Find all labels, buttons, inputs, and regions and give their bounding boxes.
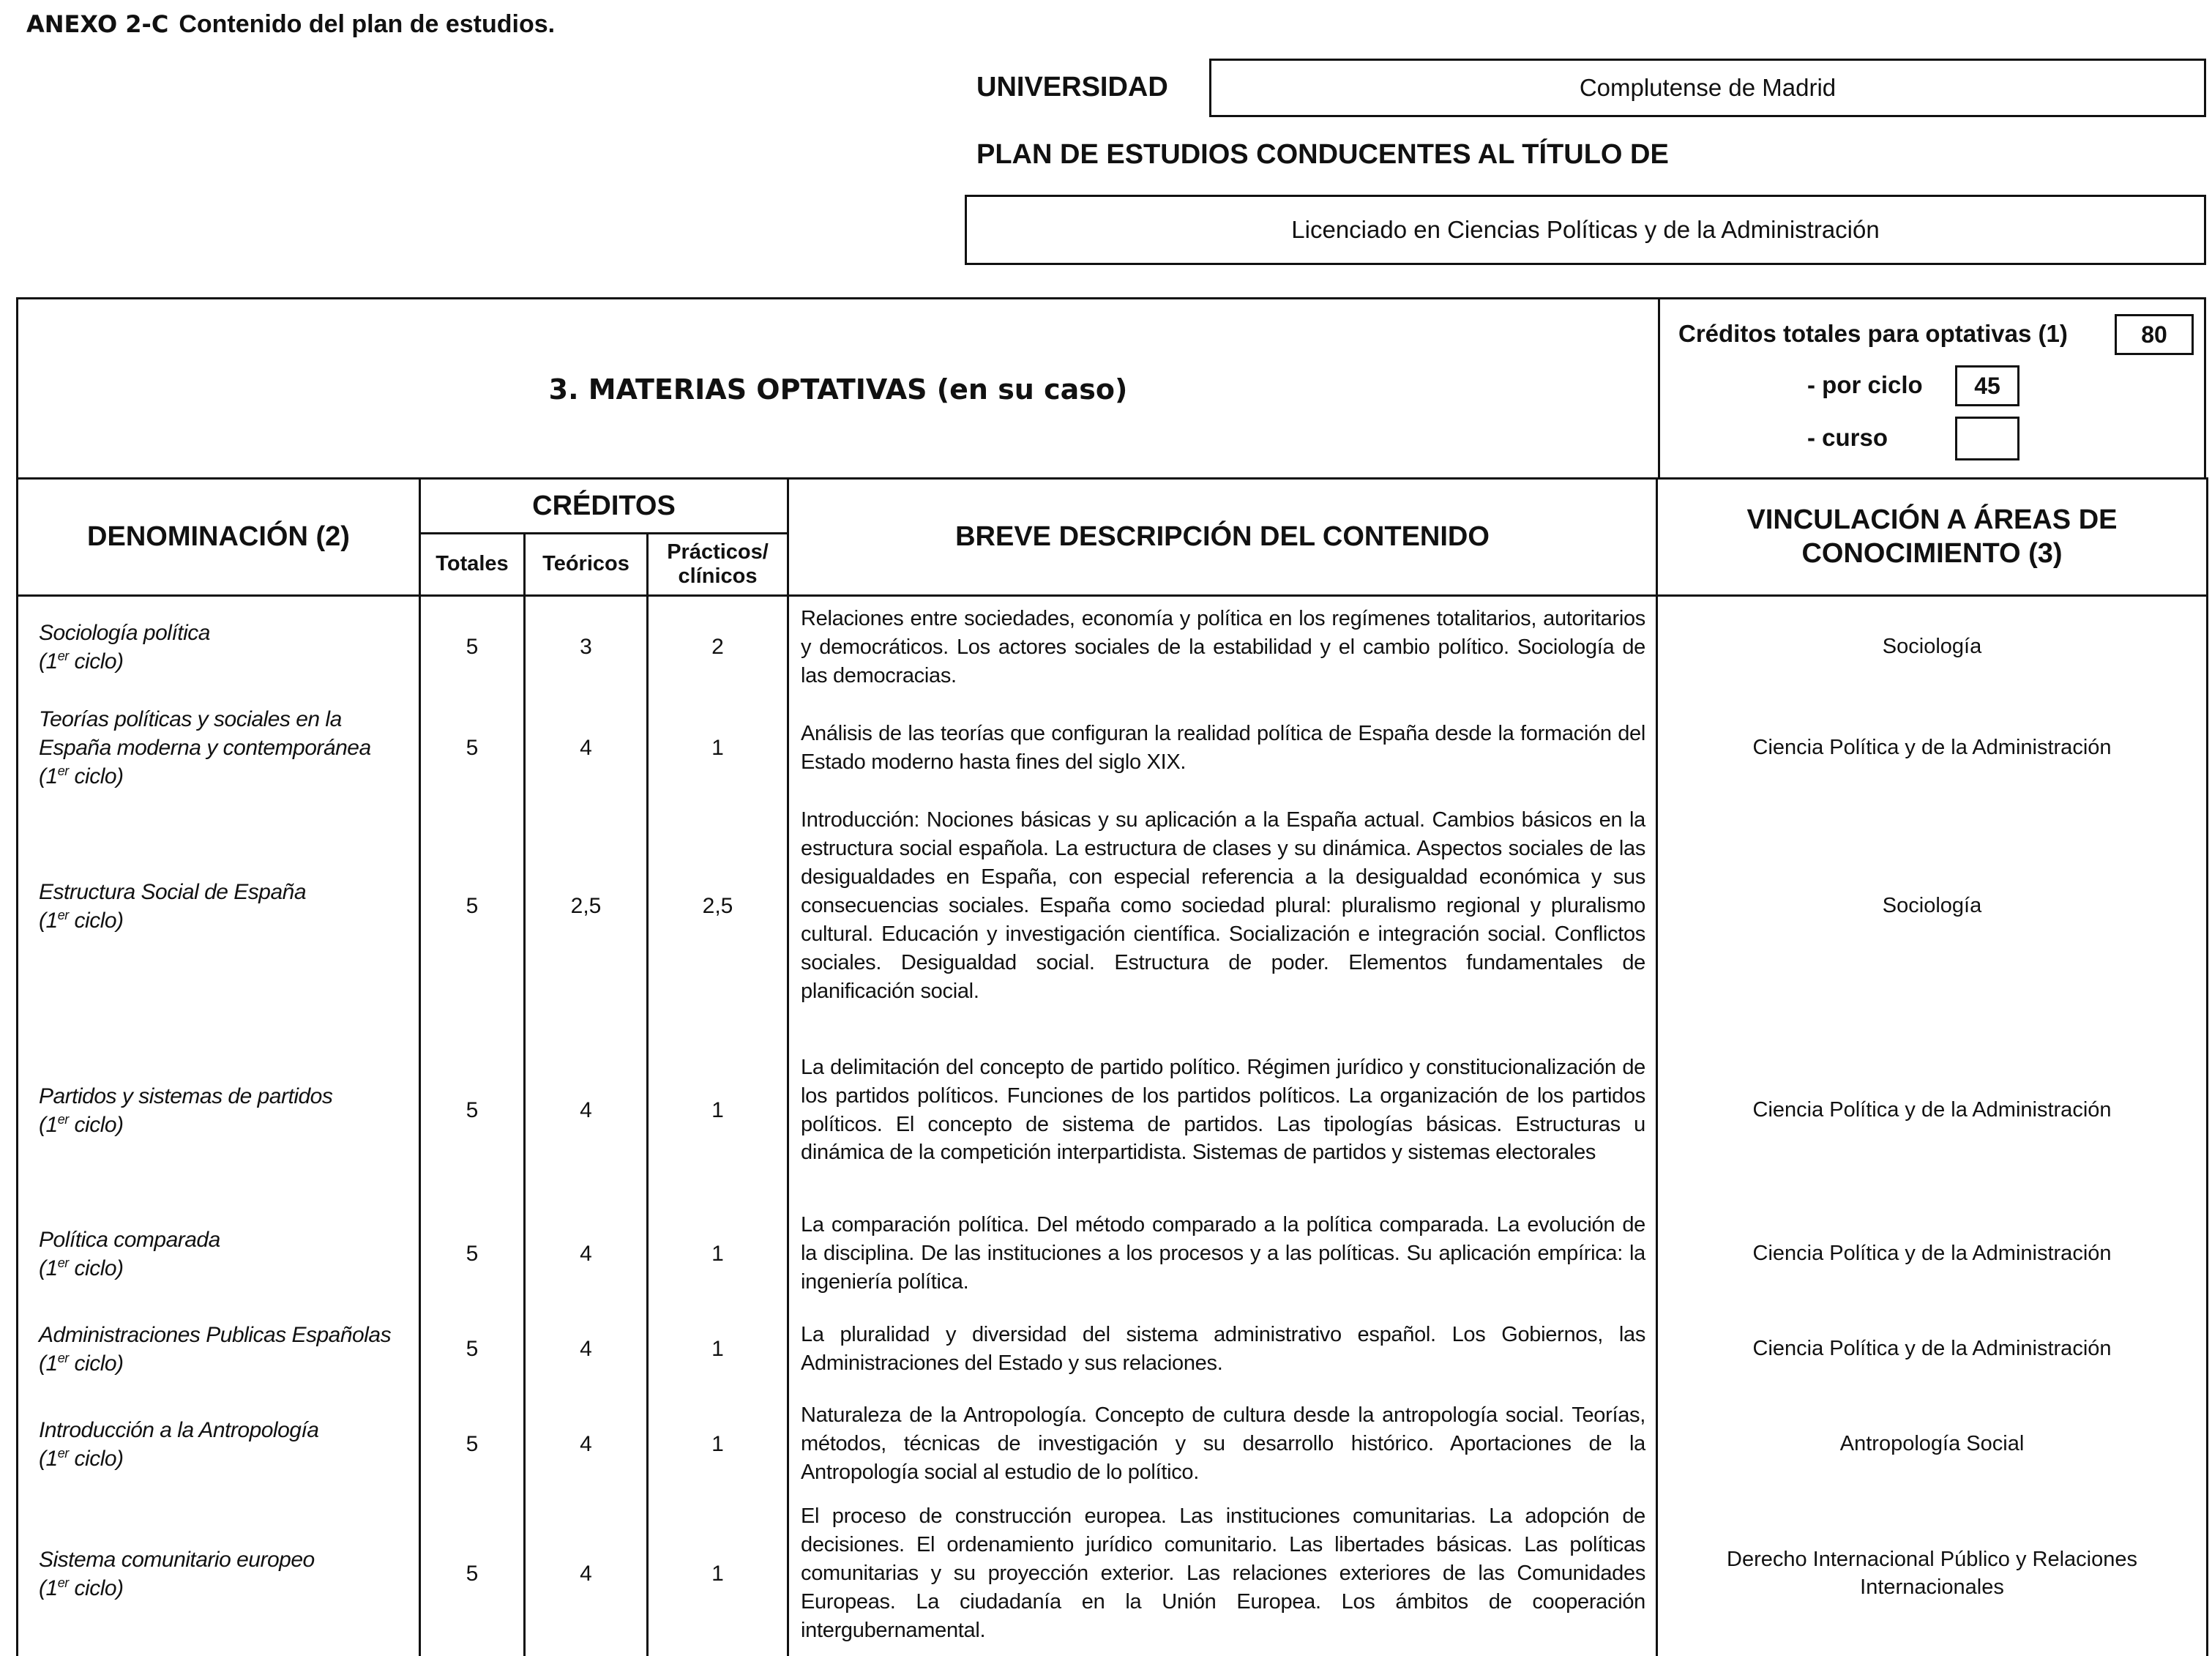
creditos-practicos: 1 — [648, 1206, 788, 1302]
materia-ciclo: (1er ciclo) — [39, 764, 124, 788]
annex-tag: ANEXO 2-C — [26, 10, 169, 38]
creditos-total-label: Créditos totales para optativas (1) — [1678, 320, 2068, 347]
area-conocimiento: Derecho Internacional Público y Relaciones Internacionales — [1657, 1492, 2208, 1656]
area-conocimiento: Antropología Social — [1657, 1397, 2208, 1492]
materia-ciclo: (1er ciclo) — [39, 907, 124, 933]
creditos-totales: 5 — [420, 798, 525, 1015]
table-row — [18, 698, 2208, 798]
table-row — [18, 1206, 2208, 1302]
ciclo-word: ciclo) — [74, 908, 124, 933]
ciclo-number: 1 — [45, 649, 58, 674]
materia-descripcion: La pluralidad y diversidad del sistema administrativo español. Los Gobiernos, las Administraciones del Estado y sus relaciones. — [788, 1302, 1657, 1397]
materia-name — [18, 1492, 420, 1656]
materias-table — [16, 477, 2208, 1656]
area-conocimiento: Ciencia Política y de la Administración — [1657, 698, 2208, 798]
ciclo-word: ciclo) — [74, 1351, 124, 1376]
materia-title: Teorías políticas y sociales en la España moderna y contemporánea — [39, 707, 371, 760]
materia-descripcion: Relaciones entre sociedades, economía y política en los regímenes totalitarios, autoritarios y democráticos. Los actores sociales de la estabilidad y el cambio político. Sociología de las democracias. — [788, 596, 1657, 698]
creditos-teoricos: 4 — [525, 1015, 648, 1206]
creditos-totales: 5 — [420, 1397, 525, 1492]
ciclo-number: 1 — [45, 1575, 58, 1600]
universidad-field — [1209, 59, 2206, 117]
header-vinculacion-line2: CONOCIMIENTO (3) — [1801, 537, 2063, 569]
table-body — [18, 596, 2208, 1656]
creditos-teoricos: 4 — [525, 1302, 648, 1397]
materia-title: Sociología política — [39, 621, 210, 646]
universidad-label: UNIVERSIDAD — [976, 72, 1168, 102]
materia-name — [18, 798, 420, 1015]
area-conocimiento: Sociología — [1657, 596, 2208, 698]
creditos-practicos: 1 — [648, 1015, 788, 1206]
ciclo-word: ciclo) — [74, 649, 124, 674]
creditos-practicos: 1 — [648, 698, 788, 798]
materia-title: Introducción a la Antropología — [39, 1417, 319, 1442]
creditos-totales: 5 — [420, 596, 525, 698]
header-practicos-line1: Prácticos/ — [667, 540, 769, 564]
annex-heading — [26, 10, 555, 39]
table-row — [18, 1015, 2208, 1206]
area-conocimiento: Sociología — [1657, 798, 2208, 1015]
creditos-totales: 5 — [420, 1206, 525, 1302]
materia-title: Partidos y sistemas de partidos — [39, 1084, 333, 1108]
ciclo-ordinal: er — [57, 907, 69, 922]
curso-box — [1955, 417, 2019, 460]
materia-title: Estructura Social de España — [39, 879, 307, 904]
header-descripcion: BREVE DESCRIPCIÓN DEL CONTENIDO — [788, 479, 1657, 596]
header-vinculacion-line1: VINCULACIÓN A ÁREAS DE — [1746, 504, 2118, 535]
materia-name — [18, 1397, 420, 1492]
ciclo-ordinal: er — [57, 1111, 69, 1127]
header-denominacion: DENOMINACIÓN (2) — [18, 479, 420, 596]
curso-label: - curso — [1807, 424, 1888, 451]
materia-ciclo: (1er ciclo) — [39, 1350, 124, 1376]
por-ciclo-value: 45 — [1974, 372, 2000, 399]
materias-optativas-form — [16, 297, 2206, 1644]
ciclo-ordinal: er — [57, 1445, 69, 1461]
ciclo-word: ciclo) — [74, 1112, 124, 1137]
ciclo-word: ciclo) — [74, 764, 124, 788]
creditos-totales: 5 — [420, 1302, 525, 1397]
materia-descripcion: Naturaleza de la Antropología. Concepto de cultura desde la antropología social. Teorías, métodos, técnicas de investigación y su desarrollo histórico. Aportaciones de la Antropología social al estudio de lo político. — [788, 1397, 1657, 1492]
ciclo-word: ciclo) — [74, 1446, 124, 1471]
header-divider — [1658, 299, 1660, 480]
ciclo-number: 1 — [45, 1112, 58, 1137]
materia-name — [18, 1015, 420, 1206]
area-conocimiento: Ciencia Política y de la Administración — [1657, 1206, 2208, 1302]
ciclo-ordinal: er — [57, 1350, 69, 1365]
creditos-teoricos: 4 — [525, 1492, 648, 1656]
table-row — [18, 1492, 2208, 1656]
creditos-totales: 5 — [420, 698, 525, 798]
materia-title: Sistema comunitario europeo — [39, 1547, 315, 1572]
materia-name — [18, 698, 420, 798]
creditos-total-box — [2115, 314, 2194, 355]
ciclo-number: 1 — [45, 1351, 58, 1376]
creditos-teoricos: 4 — [525, 698, 648, 798]
section-header — [16, 297, 2206, 477]
materia-descripcion: La comparación política. Del método comparado a la política comparada. La evolución de la disciplina. De las instituciones a los procesos y a las políticas. Su aplicación empírica: la ingeniería política. — [788, 1206, 1657, 1302]
table-row — [18, 596, 2208, 698]
materia-descripcion: La delimitación del concepto de partido político. Régimen jurídico y constitucionalización de los partidos políticos. Funciones de los partidos políticos. La organización de los partidos políticos. El concepto de sistema de partidos. Las tipologías básicas. Estructuras u dinámica de la competición interpartidista. Sistemas de partidos y sistemas electorales — [788, 1015, 1657, 1206]
materia-name — [18, 1302, 420, 1397]
ciclo-ordinal: er — [57, 1575, 69, 1590]
annex-title: Contenido del plan de estudios. — [179, 10, 556, 38]
ciclo-number: 1 — [45, 908, 58, 933]
area-conocimiento: Ciencia Política y de la Administración — [1657, 1015, 2208, 1206]
creditos-totales: 5 — [420, 1015, 525, 1206]
universidad-value: Complutense de Madrid — [1579, 74, 1837, 101]
ciclo-ordinal: er — [57, 764, 69, 778]
creditos-practicos: 2,5 — [648, 798, 788, 1015]
ciclo-number: 1 — [45, 764, 58, 788]
header-creditos: CRÉDITOS — [420, 479, 788, 534]
creditos-panel — [1662, 299, 2204, 480]
header-practicos — [648, 534, 788, 596]
materia-ciclo: (1er ciclo) — [39, 649, 124, 674]
ciclo-number: 1 — [45, 1256, 58, 1280]
ciclo-word: ciclo) — [74, 1256, 124, 1280]
materia-name — [18, 1206, 420, 1302]
titulo-field — [965, 195, 2206, 265]
materia-name — [18, 596, 420, 698]
table-row — [18, 798, 2208, 1015]
ciclo-ordinal: er — [57, 1255, 69, 1270]
creditos-teoricos: 3 — [525, 596, 648, 698]
por-ciclo-label: - por ciclo — [1807, 371, 1923, 398]
area-conocimiento: Ciencia Política y de la Administración — [1657, 1302, 2208, 1397]
titulo-value: Licenciado en Ciencias Políticas y de la Administración — [1291, 216, 1880, 243]
creditos-teoricos: 4 — [525, 1206, 648, 1302]
materia-title: Política comparada — [39, 1227, 220, 1252]
plan-label: PLAN DE ESTUDIOS CONDUCENTES AL TÍTULO DE — [976, 139, 1669, 170]
materia-ciclo: (1er ciclo) — [39, 1111, 124, 1137]
header-totales: Totales — [420, 534, 525, 596]
materia-descripcion: Análisis de las teorías que configuran la realidad política de España desde la formación del Estado moderno hasta fines del siglo XIX. — [788, 698, 1657, 798]
materia-descripcion: Introducción: Nociones básicas y su aplicación a la España actual. Cambios básicos en la estructura social española. La estructura de clases y su dinámica. Aspectos sociales de las desigualdades en España, con especial referencia a la desigualdad económica y sus consecuencias sociales. España como sociedad plural: pluralismo regional y pluralismo cultural. Educación y investigación científica. Socialización e integración social. Conflictos sociales. Desigualdad social. Estructura de poder. Elementos fundamentales de planificación social. — [788, 798, 1657, 1015]
header-teoricos: Teóricos — [525, 534, 648, 596]
ciclo-word: ciclo) — [74, 1575, 124, 1600]
table-row — [18, 1302, 2208, 1397]
creditos-teoricos: 2,5 — [525, 798, 648, 1015]
table-row — [18, 1397, 2208, 1492]
materia-ciclo: (1er ciclo) — [39, 1575, 124, 1600]
header-vinculacion — [1657, 479, 2208, 596]
materia-title: Administraciones Publicas Españolas — [39, 1322, 392, 1347]
header-practicos-line2: clínicos — [678, 564, 758, 588]
ciclo-ordinal: er — [57, 649, 69, 664]
creditos-teoricos: 4 — [525, 1397, 648, 1492]
creditos-practicos: 1 — [648, 1302, 788, 1397]
creditos-practicos: 1 — [648, 1397, 788, 1492]
materia-ciclo: (1er ciclo) — [39, 1255, 124, 1280]
materia-descripcion: El proceso de construcción europea. Las instituciones comunitarias. La adopción de decisiones. El ordenamiento jurídico comunitario. Las libertades básicas. Las políticas comunitarias y su proyección exterior. Las relaciones exteriores de las Comunidades Europeas. La ciudadanía en la Unión Europea. Los ámbitos de cooperación intergubernamental. — [788, 1492, 1657, 1656]
ciclo-number: 1 — [45, 1446, 58, 1471]
creditos-practicos: 1 — [648, 1492, 788, 1656]
creditos-total-value: 80 — [2141, 321, 2167, 348]
por-ciclo-box — [1955, 365, 2019, 406]
section-title: 3. MATERIAS OPTATIVAS (en su caso) — [548, 373, 1128, 406]
creditos-totales: 5 — [420, 1492, 525, 1656]
materia-ciclo: (1er ciclo) — [39, 1445, 124, 1471]
creditos-practicos: 2 — [648, 596, 788, 698]
